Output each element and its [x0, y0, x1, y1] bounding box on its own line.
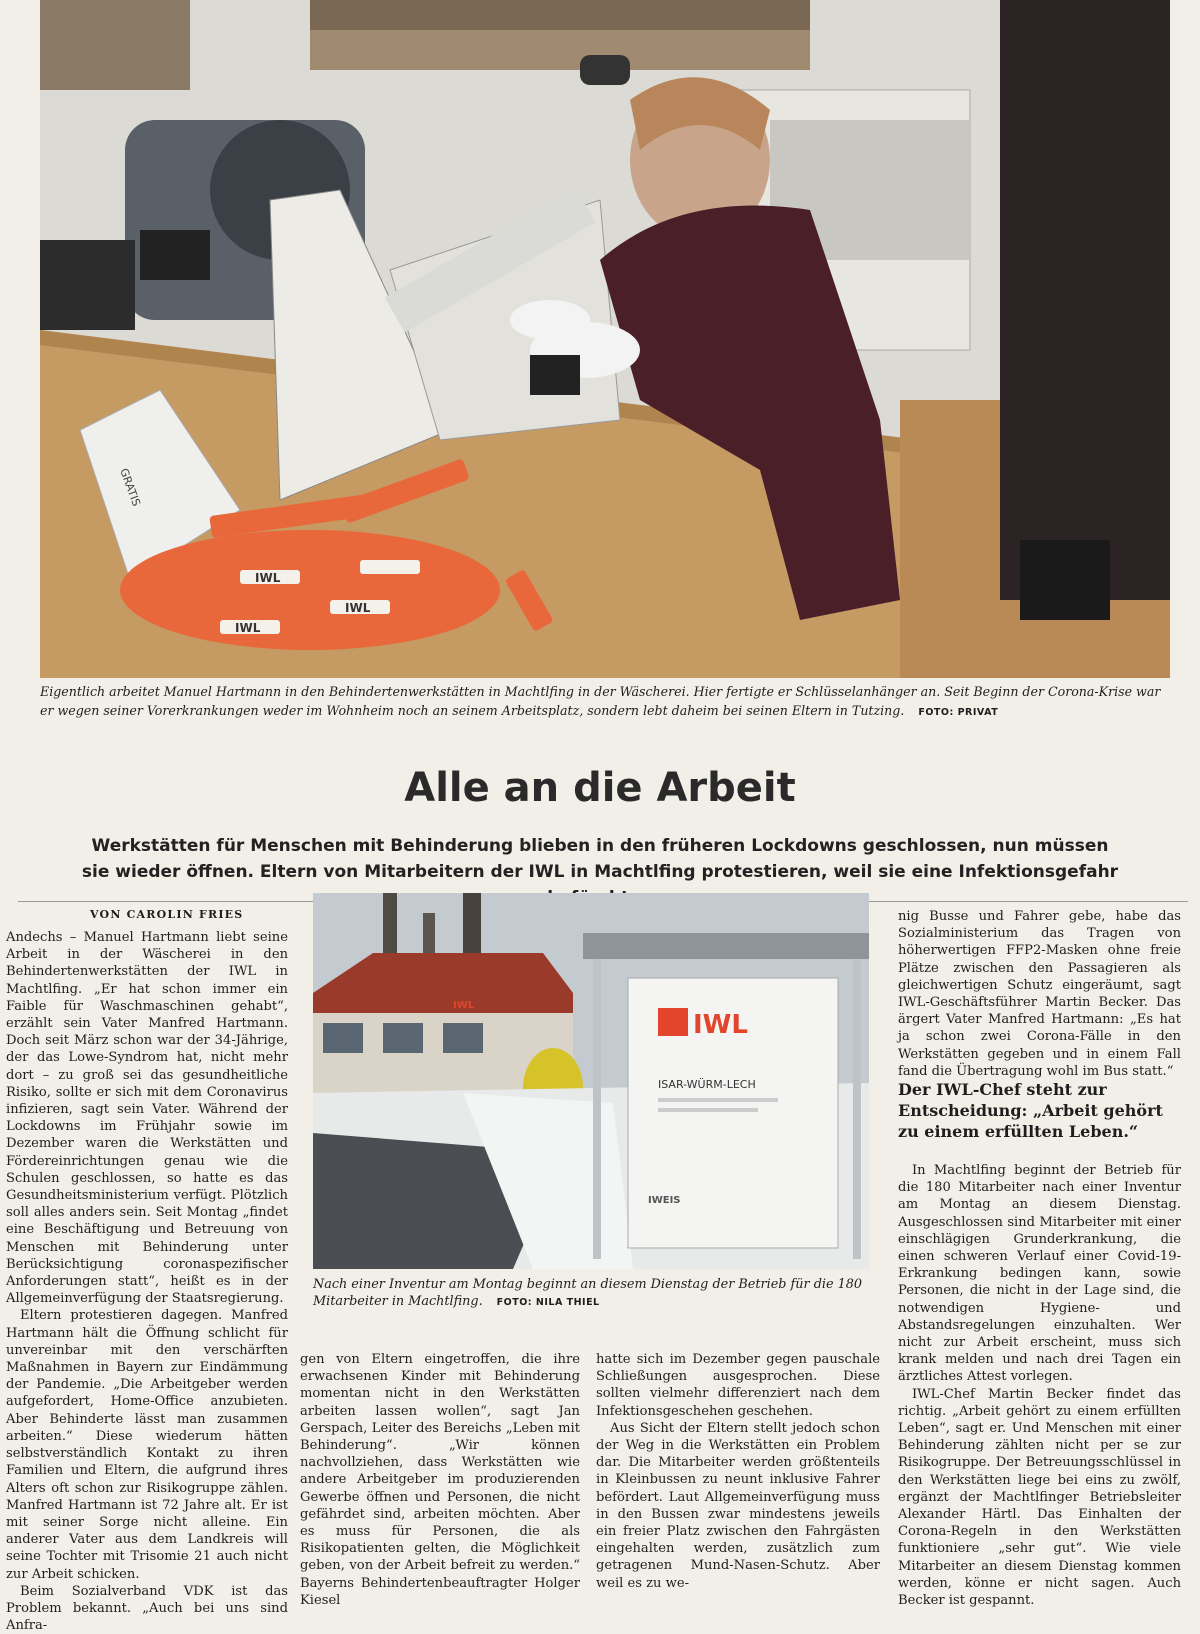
- caption-text: Eigentlich arbeitet Manuel Hartmann in den Behindertenwerkstätten in Machtlfing in der Wäscherei. Hier fertigte er Schlüsselanhänger an. Seit Beginn der Corona-Krise war er wegen seiner Vorerkrankungen weder im Wohnheim noch an seinem Arbeitsplatz, sondern lebt daheim bei seinen Eltern in Tutzing.: [40, 684, 1161, 718]
- tag-text: IWL: [235, 621, 261, 635]
- paragraph: gen von Eltern eingetroffen, die ihre erwachsenen Kinder mit Behinderung momentan nicht in den Werkstätten arbeiten lassen wollen“, sagt Jan Gerspach, Leiter des Bereichs „Leben mit Behinderung“. „Wir können nachvollziehen, dass Werkstätten wie andere Arbeitgeber im produzierenden Gewerbe öffnen und Personen, die nicht gefährdet sind, arbeiten möchten. Aber es muss für Personen, die als Risikopatienten gelten, die Möglichkeit geben, von der Arbeit befreit zu werden.“ Bayerns Behindertenbeauftragter Holger Kiesel: [300, 1352, 580, 1608]
- subheadline: Werkstätten für Menschen mit Behinderung blieben in den früheren Lockdowns geschlossen, nun müssen sie wieder öffnen. Eltern von Mitarbeitern der IWL in Machtlfing protestieren, weil sie eine Infektionsgefahr: [81, 836, 1119, 882]
- workshop-entrance-illustration: [313, 893, 869, 1269]
- article-column-3: [596, 1351, 880, 1601]
- paragraph: Aus Sicht der Eltern stellt jedoch schon der Weg in die Werkstätten ein Problem dar. Die Mitarbeiter werden größtenteils in Kleinbussen zu neunt inklusive Fahrer befördert. Laut Allgemeinverfügung muss in den Bussen zwar mindestens jeweils ein freier Platz zwischen den Fahrgästen eingehalten werden, zusätzlich zum getragenen Mund-Nasen-Schutz. Aber weil es zu we-: [596, 1420, 880, 1591]
- paragraph: Beim Sozialverband VDK ist das Problem bekannt. „Auch bei uns sind Anfra-: [6, 1583, 288, 1634]
- photo-credit: FOTO: NILA THIEL: [496, 1297, 600, 1308]
- photo-credit: FOTO: PRIVAT: [918, 707, 999, 718]
- paragraph: nig Busse und Fahrer gebe, habe das Sozialministerium das Tragen von höherwertigen FFP2-Masken ohne freie Plätze zwischen den Passagieren als gleichwertigen Schutz eingeräumt, sagt IWL-Geschäftsführer Martin Becker. Das ärgert Vater Manfred Hartmann: „Es hat ja schon zwei Corona-Fälle in den Werkstätten gegeben und in einem Fall fand die Übertragung wohl im Bus statt.“: [898, 909, 1181, 1079]
- headline: Alle an die Arbeit: [404, 765, 796, 811]
- sign-name: ISAR-WÜRM-LECH: [658, 1078, 756, 1091]
- sign-small: IWEIS: [648, 1195, 681, 1206]
- paragraph: Andechs – Manuel Hartmann liebt seine Arbeit in der Wäscherei in den Behindertenwerkstätten der IWL in Machtlfing. „Er hat schon immer ein Faible für Waschmaschinen gehabt“, erzählt sein Vater Manfred Hartmann. Doch seit März schon war der 34-Jährige, der das Lowe-Syndrom hat, nicht mehr dort – zu groß sei das gesundheitliche Risiko, sollte er sich mit dem Coronavirus infizieren, sagt sein Vater. Während der Lockdowns im Frühjahr sowie im Dezember waren die Werkstätten und Fördereinrichtungen genau wie die Schulen geschlossen, so hatte es das Gesundheitsministerium verfügt. Plötzlich soll alles anders sein. Seit Montag „findet eine Beschäftigung und Betreuung von Menschen mit Behinderung unter Berücksichtigung coronaspezifischer Anforderungen statt“, heißt es in der Allgemeinverfügung der Staatsregierung.: [6, 930, 288, 1307]
- mid-photo: [313, 893, 869, 1269]
- paragraph: IWL-Chef Martin Becker findet das richtig. „Arbeit gehört zu einem erfüllten Leben“, sagt er. Und Menschen mit einer Behinderung zählten nicht per se zur Risikogruppe. Der Betreuungsschlüssel in den Werkstätten liege bei eins zu zwölf, ergänzt der Machtlfinger Betriebsleiter Alexander Härtl. Das Einhalten der Corona-Regeln in den Werkstätten funktioniere „sehr gut“. Wie viele Mitarbeiter an diesem Dienstag kommen werden, könne er nicht sagen. Auch Becker ist gespannt.: [898, 1386, 1181, 1609]
- paragraph: hatte sich im Dezember gegen pauschale Schließungen ausgesprochen. Diese sollten vielmehr differenziert nach dem Infektionsgeschehen geschehen.: [596, 1352, 880, 1419]
- tag-text: IWL: [345, 601, 371, 615]
- article-column-4: [898, 908, 1181, 1079]
- sign-logo: IWL: [693, 1010, 748, 1040]
- tag-text: IWL: [255, 571, 281, 585]
- sign-text: GRATIS: [117, 466, 143, 508]
- top-photo-caption: [40, 682, 1170, 722]
- byline: VON CAROLIN FRIES: [90, 908, 244, 921]
- article-column-1: [6, 929, 288, 1634]
- article-column-2: [300, 1351, 580, 1608]
- paragraph: Eltern protestieren dagegen. Manfred Hartmann hält die Öffnung schlicht für unvereinbar mit den verschärften Maßnahmen in Bayern zur Eindämmung der Pandemie. „Die Arbeitgeber werden aufgefordert, Home-Office anzubieten. Aber Behinderte lässt man zusammen arbeiten.“ Diese wiederum hätten selbstverständlich Kontakt zu ihren Familien und Eltern, die aufgrund ihres Alters oft schon zur Risikogruppe zählen. Manfred Hartmann ist 72 Jahre alt. Er ist mit seiner Sorge nicht alleine. Ein anderer Vater aus dem Landkreis will seine Tochter mit Trisomie 21 auch nicht zur Arbeit schicken.: [6, 1308, 288, 1582]
- paragraph: In Machtlfing beginnt der Betrieb für die 180 Mitarbeiter nach einer Inventur am Montag an diesem Dienstag. Ausgeschlossen sind Mitarbeiter mit einer einschlägigen Grunderkrankung, die einen schweren Verlauf einer Covid-19-Erkrankung bedingen kann, sowie Personen, die nicht in der Lage sind, die notwendigen Hygiene- und Abstandsregelungen einzuhalten. Wer nicht zur Arbeit erscheint, muss sich krank melden und nach drei Tagen ein ärztliches Attest vorlegen.: [898, 1163, 1181, 1385]
- top-photo: [40, 0, 1170, 678]
- caption-text: Nach einer Inventur am Montag beginnt an diesem Dienstag der Betrieb für die 180 Mitarbeiter in Machtlfing.: [313, 1277, 863, 1309]
- building-logo: IWL: [453, 1000, 475, 1011]
- article-column-4-continued: [898, 1162, 1181, 1609]
- mid-photo-caption: [313, 1276, 869, 1311]
- laundry-workshop-illustration: [40, 0, 1170, 678]
- column-subheading: Der IWL-Chef steht zur Entscheidung: „Arbeit gehört zu einem erfüllten Leben.“: [898, 1080, 1163, 1141]
